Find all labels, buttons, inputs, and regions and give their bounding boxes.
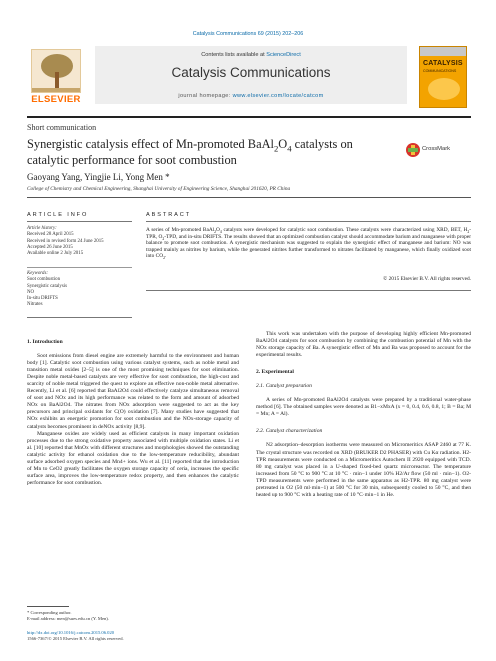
journal-banner xyxy=(27,46,471,110)
affiliation-divider xyxy=(27,197,471,198)
keywords-label: Keywords: xyxy=(27,271,49,276)
article-info-heading: ARTICLE INFO xyxy=(27,212,89,218)
author-list[interactable]: Gaoyang Yang, Yingjie Li, Yong Men * xyxy=(27,172,170,182)
catalyst-preparation-paragraph: A series of Mn-promoted BaAl2O4 catalysts were prepared by a traditional water-phase method [6]. The obtained samples were denoted as B1−xMxA (x = 0, 0.4, 0.6, 0.8, 1; B = Ba; M = Mn; A = Al). xyxy=(256,397,471,418)
left-column xyxy=(27,339,239,487)
footnote xyxy=(27,610,239,622)
keyword-item: In-situ DRIFTS xyxy=(27,296,58,302)
elsevier-tree-icon xyxy=(31,49,81,93)
cover-title: CATALYSIS xyxy=(423,60,463,67)
abstract-heading: ABSTRACT xyxy=(146,212,192,218)
abstract-copyright: © 2015 Elsevier B.V. All rights reserved. xyxy=(383,276,471,282)
doi-link[interactable]: http://dx.doi.org/10.1016/j.catcom.2015.06.020 xyxy=(27,630,115,635)
article-history xyxy=(27,226,135,257)
affiliation: College of Chemistry and Chemical Engineering, Shanghai University of Engineering Science, Shanghai 201620, PR China xyxy=(27,186,291,192)
keywords-divider xyxy=(27,267,132,268)
catalyst-preparation-heading: 2.1. Catalyst preparation xyxy=(256,383,312,390)
page-footer xyxy=(27,630,327,642)
abstract-bottom-divider xyxy=(146,290,471,291)
footnote-divider xyxy=(27,606,69,607)
keyword-item: Synergistic catalysis xyxy=(27,283,67,289)
contents-prefix: Contents lists available at xyxy=(201,52,267,58)
sciencedirect-link[interactable]: ScienceDirect xyxy=(266,52,301,58)
publisher-name: ELSEVIER xyxy=(31,94,81,105)
cover-subtitle: COMMUNICATIONS xyxy=(423,69,457,73)
history-label: Article history: xyxy=(27,226,57,231)
catalyst-characterization-paragraph: N2 adsorption–desorption isotherms were measured on Micromeritics ASAP 2460 at 77 K. The crystal structure was recorded on XRD (BRUKER D2 PHASER) with Cu Kα radiation. H2-TPR measurements were conducted on a Micromeritics Autochem II 2920 equipped with TCD. 80 mg catalyst was placed in a U-shaped fixed-bed quartz microreactor. The temperature increased from 50 °C to 900 °C at 10 °C · min−1 under 10% H2/Ar flow (50 ml · min−1). O2-TPD measurements were performed in the same apparatus as H2-TPR. 80 mg catalyst were pretreated in O2 (50 ml·min−1) at 500 °C for 30 min, subsequently cooled to 50 °C, and then heated up to 900 °C with a heating rate of 10 °C·min−1 in He. xyxy=(256,442,471,498)
crossmark-button[interactable] xyxy=(406,143,466,157)
history-revised: Received in revised form 24 June 2015 xyxy=(27,238,104,244)
contents-line xyxy=(95,52,407,58)
keyword-item: Nitrates xyxy=(27,302,43,308)
cover-artwork xyxy=(428,78,460,100)
article-info-divider xyxy=(27,221,132,222)
journal-masthead xyxy=(95,46,407,104)
abstract-text: A series of Mn-promoted $BaAl_2O_4$ catalysts were developed for catalytic soot combustion. These catalysts were characterized using XRD, BET, $H_2$-TPR, $O_2$-TPD, and in-situ DRIFTS. The results showed that an optimized combustion catalyst should accommodate barium and manganese with proper balance to promote soot combustion. A synergistic mechanism was suggested to explain the synergistic effect of manganese and barium: NO was trapped mainly as nitrites by barium, while the generated nitrites further transformed to nitrates facilitated by manganese, which finally oxidized soot into $CO_2$. xyxy=(146,227,471,261)
corresponding-author-note: * Corresponding author. xyxy=(27,610,72,615)
work-purpose-paragraph: This work was undertaken with the purpose of developing highly efficient Mn-promoted BaAl2O4 catalysts for soot combustion by combining the combustion potential of Mn with the NOx storage capacity of Ba. A synergistic effect of Mn and Ba was proposed to account for the experimental results. xyxy=(256,331,471,359)
homepage-link[interactable]: www.elsevier.com/locate/catcom xyxy=(232,93,324,99)
history-online: Available online 2 July 2015 xyxy=(27,251,84,257)
abstract-divider xyxy=(146,221,471,222)
experimental-heading: 2. Experimental xyxy=(256,369,294,376)
keyword-item: Soot combustion xyxy=(27,277,61,283)
journal-cover-thumbnail[interactable] xyxy=(419,46,467,108)
corresponding-email[interactable]: E-mail address: men@sues.edu.cn (Y. Men). xyxy=(27,616,109,621)
keyword-item: NO xyxy=(27,289,35,295)
introduction-heading: 1. Introduction xyxy=(27,339,63,345)
journal-title: Catalysis Communications xyxy=(171,65,331,80)
issn-copyright: 1566-7367/© 2015 Elsevier B.V. All rights reserved. xyxy=(27,636,124,641)
catalyst-characterization-heading: 2.2. Catalyst characterization xyxy=(256,428,323,435)
article-type: Short communication xyxy=(27,123,97,132)
introduction-paragraph-2: Manganese oxides are widely used as efficient catalysts in many important oxidation processes due to the strong oxidative property associated with multiple oxidation states. Li et al. [10] reported that MnOx with different structures and morphologies showed the outstanding catalytic activity for ethanol oxidation due to the low-temperature reducibility, abundant surface adsorbed oxygen species and Mn4+ ions. Wu et al. [11] reported that the introduction of Mn to CeO2 greatly facilitates the oxygen storage capacity of ceria, increases the specific surface area, improves the low-temperature redox property, and then enhances the catalytic performance for soot combustion. xyxy=(27,430,239,486)
article-title: Synergistic catalysis effect of Mn-promoted $BaAl_2O_4$ catalysts on catalytic performance for soot combustion xyxy=(27,137,353,167)
history-received: Received 28 April 2015 xyxy=(27,232,74,238)
elsevier-logo xyxy=(27,46,85,110)
history-accepted: Accepted 26 June 2015 xyxy=(27,244,73,250)
homepage-prefix: journal homepage: xyxy=(178,93,233,99)
journal-reference[interactable]: Catalysis Communications 69 (2015) 202–206 xyxy=(192,31,304,37)
crossmark-label: CrossMark xyxy=(422,146,451,152)
keywords-list xyxy=(27,271,135,309)
crossmark-icon xyxy=(406,143,420,157)
banner-divider xyxy=(27,116,471,118)
right-column xyxy=(256,331,471,499)
homepage-line xyxy=(95,93,407,99)
introduction-paragraph-1: Soot emissions from diesel engine are extremely harmful to the environment and human body [1]. Catalytic soot combustion using various catalyst systems, such as noble metal and transition metal oxides [2–5] is one of the most promising techniques for soot elimination. Despite noble metal-based catalysts are very effective for soot combustion, the high-cost and scarcity of noble metal triggered the quest to explore an effective non-noble metal alternative. Recently, Li et al. [6] reported that BaAl2O4 could effectively catalyze simultaneous removal of soot and NOx and its high performance was related to the form and amount of adsorbed NOx on BaAl2O4. The nitrates from NOx adsorption were suggested to act as the key precursors and principal oxidants for C(O) oxidation [7]. Many studies have suggested that NOx exhibits an energetic promotion for soot combustion and the NOx-storage capacity of catalysts becomes prominent in deNOx activity [8,9]. xyxy=(27,353,239,430)
article-info-bottom-divider xyxy=(27,317,132,318)
